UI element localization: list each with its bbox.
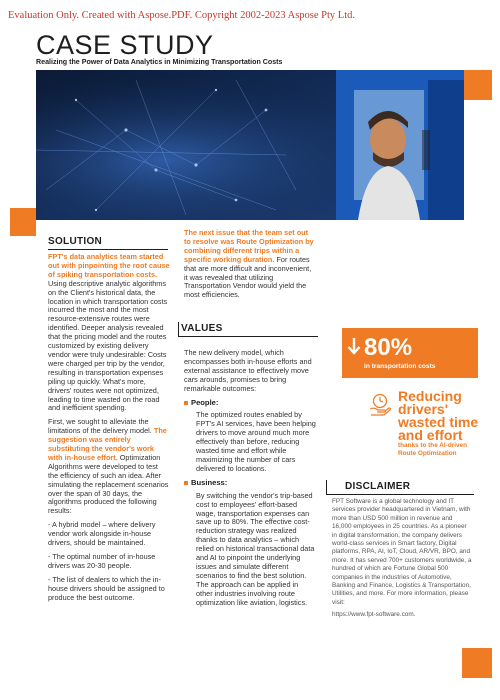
hero-illustration (36, 70, 464, 220)
business-title-label: Business (191, 477, 225, 487)
stat-caption: in transportation costs (364, 363, 436, 370)
solution-highlight-1: FPT's data analytics team started out with pinpointing the root cause of spiking transportation costs. (48, 252, 170, 279)
solution-bullet-1: - A hybrid model – where delivery vendor work alongside in-house drivers, should be maintained. (48, 520, 156, 548)
accent-square-top-right (464, 70, 492, 100)
hand-clock-icon (368, 392, 392, 416)
wasted-heading (398, 390, 478, 442)
watermark: Evaluation Only. Created with Aspose.PDF. Copyright 2002-2023 Aspose Pty Ltd. (8, 10, 356, 21)
next-issue-highlight: The next issue that the team set out to resolve was Route Optimization by combining different trips within a specific working duration. (184, 228, 314, 264)
people-text: The optimized routes enabled by FPT's AI services, have been helping drivers to move around much more effectively than before, reducing wasted time and effort while maximizing the number of cars delivered to locations. (196, 410, 316, 473)
hero-image (36, 70, 464, 220)
wasted-line-3: wasted time (398, 414, 479, 430)
disclaimer-heading: DISCLAIMER (326, 480, 474, 495)
disclaimer-body (332, 498, 472, 624)
business-text: By switching the vendor's trip-based cost to employees' effort-based wage, transportation expenses can save up to 80%. The effective cost-reduction strategy was realized thanks to data analytics – which relied on historical transactional data and AI to pinpoint the underlying issues and simulate different scenarios to find the best solution. The approach can be applied in other industries involving route optimization like aviation, logistics. (196, 490, 315, 607)
stat-value: 80% (364, 334, 413, 361)
next-issue-paragraph (184, 229, 314, 300)
solution-paragraph-2 (48, 418, 170, 516)
disclaimer-link[interactable]: https://www.fpt-software.com. (332, 611, 416, 619)
solution-paragraph-1 (48, 253, 170, 413)
business-title: Business : (184, 479, 316, 488)
wasted-sub-2: Route Optimization (398, 450, 457, 457)
page-title: CASE STUDY (36, 30, 214, 60)
accent-square-bottom-right (462, 648, 492, 678)
wasted-line-4: and effort (398, 427, 463, 443)
solution-column (48, 253, 170, 608)
stat-box (342, 328, 478, 378)
arrow-down-icon (347, 337, 361, 355)
bullet-square-icon (184, 481, 188, 485)
solution-bullet-2: - The optimal number of in-house drivers was 20-30 people. (48, 552, 156, 570)
people-title: People : (184, 399, 316, 408)
wasted-subtext (398, 442, 467, 458)
people-title-label: People (191, 397, 216, 407)
solution-text-2a: First, we sought to alleviate the limitations of the delivery model. (48, 417, 154, 436)
page-subtitle: Realizing the Power of Data Analytics in Minimizing Transportation Costs (36, 58, 283, 66)
next-issue-text: For routes that are more difficult and inconvenient, it was revealed that utilizing Transportation Vendor would yield the most efficiencies. (184, 254, 312, 300)
values-column (184, 349, 316, 612)
next-issue-column (184, 229, 314, 305)
disclaimer-text: FPT Software is a global technology and IT services provider headquartered in Vietnam, with more than USD 500 million in revenue and 16,000 employees in 25 countries. As a pioneer in digital transformation, the company delivers world-class services in Smart factory, Digital platforms, RPA, AI, IoT, Cloud, AR/VR, BPO, and more. It has served 700+ customers worldwide, a hundred of which are Fortune Global 500 companies in the industries of Automotive, Banking and Finance, Logistics & Transportation, Utilities, and more. For more information, please visit: (332, 498, 472, 606)
wasted-line-2: drivers' (398, 401, 449, 417)
solution-text-1: Using descriptive analytic algorithms on the Client's historical data, the location in which transportation costs incurred the most and the most resource-extensive routes were identified. Deeper analysis revealed that the pricing model and the routes customized by existing delivery vendor were truly undesirable: Costs were charged per trip by the vendor, resulting in transportation expenses piling up quickly. What's more, drivers' routes were not optimized, leading to time wasted on the road and inefficient spending. (48, 278, 168, 413)
solution-text-2b: Optimization Algorithms were developed to test the efficiency of such an idea. After simulating the replacement scenarios over the span of 30 days, the algorithms produced the following results: (48, 452, 169, 516)
bullet-square-icon (184, 401, 188, 405)
solution-bullet-3: - The list of dealers to which the in-house drivers should be assigned to produce the best outcome. (48, 574, 165, 602)
values-heading: VALUES (178, 322, 318, 337)
wasted-line-1: Reducing (398, 388, 462, 404)
values-intro: The new delivery model, which encompasses both in-house efforts and external assistance to effectively move cars arounds, promises to bring remarkable outcomes: (184, 348, 312, 393)
wasted-sub-1: thanks to the AI-driven (398, 442, 468, 449)
solution-heading: SOLUTION (48, 236, 168, 250)
accent-square-left (10, 208, 36, 236)
solution-highlight-2: The suggestion was entirely substituting the vendor's work with in-house effort. (48, 426, 167, 462)
